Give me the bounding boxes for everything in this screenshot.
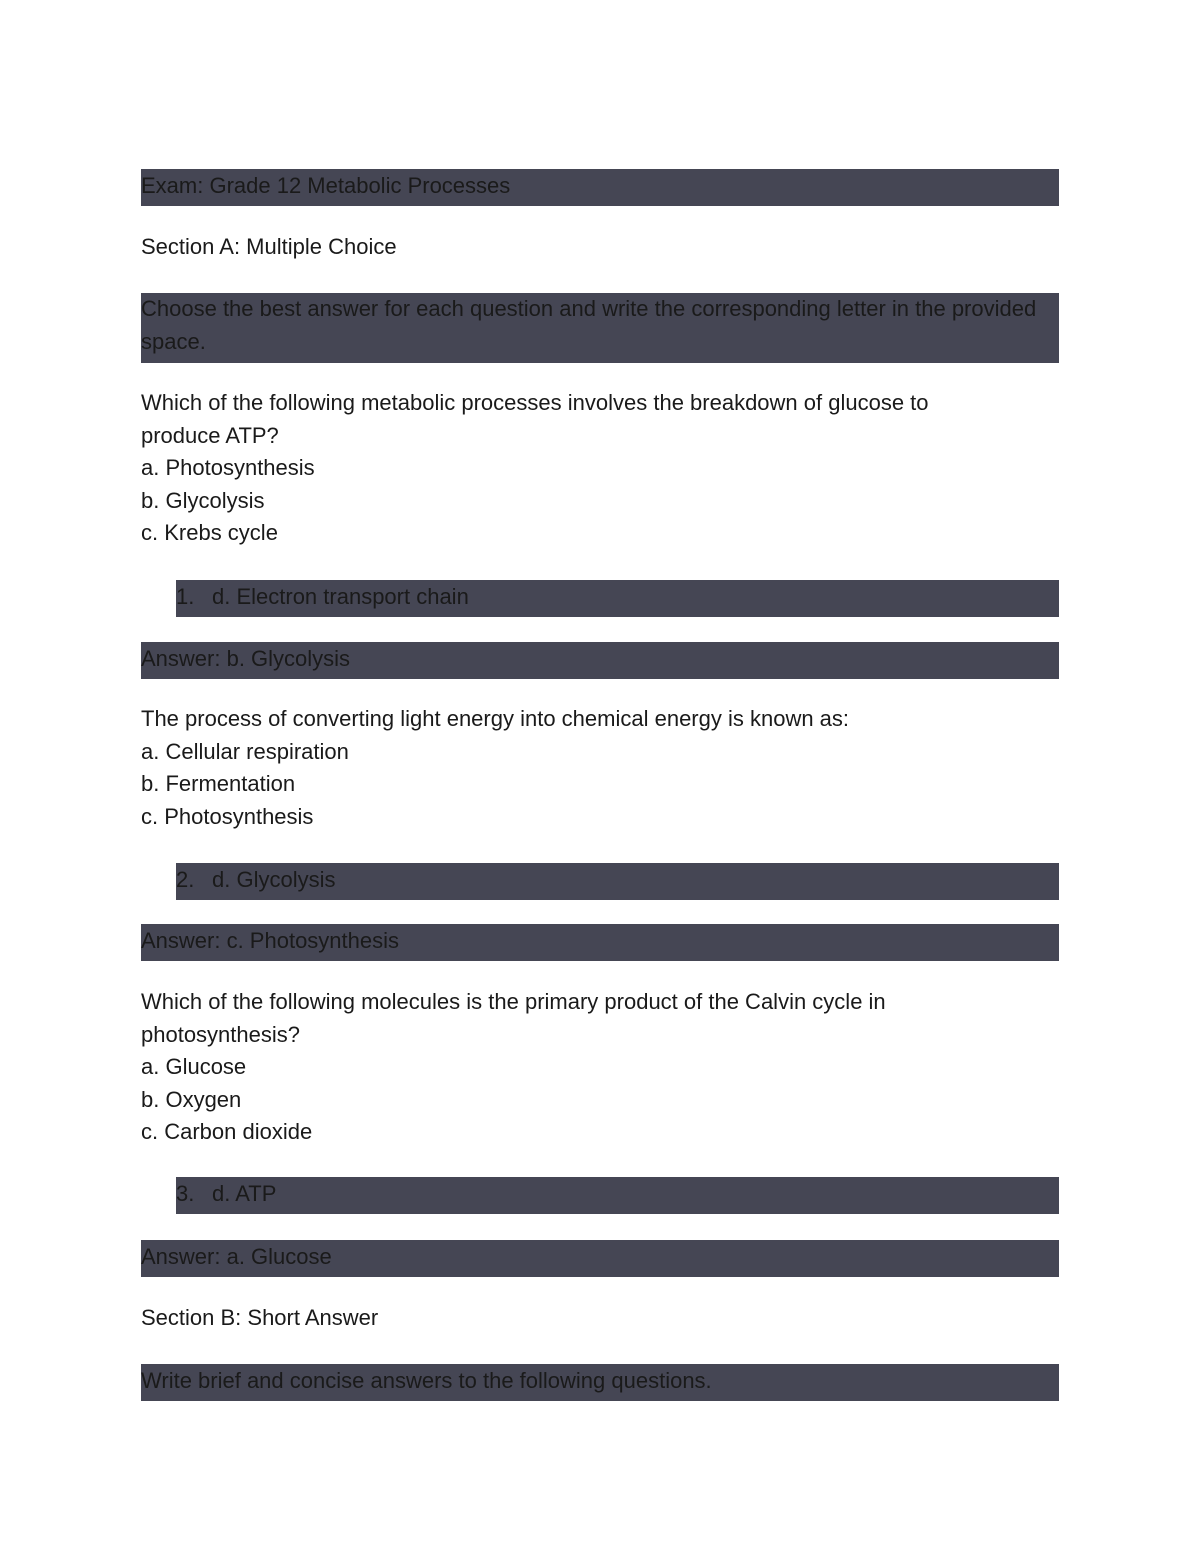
- question-3-option-a: a. Glucose: [141, 1054, 247, 1079]
- question-2-number: 2.: [176, 867, 195, 892]
- section-b-title: Section B: Short Answer: [141, 1305, 379, 1330]
- question-3-text: [141, 986, 886, 1149]
- question-1-text: [141, 387, 929, 550]
- question-2-option-c: c. Photosynthesis: [141, 803, 314, 829]
- question-2-text: [141, 703, 849, 833]
- question-2-option-d-text: d. Glycolysis: [212, 867, 336, 892]
- question-2-option-b: b. Fermentation: [141, 771, 296, 796]
- question-1-stem-line: Which of the following metabolic processes involves the breakdown of glucose to: [141, 390, 929, 415]
- question-3-option-d-text: d. ATP: [212, 1181, 277, 1206]
- question-1-option-b: b. Glycolysis: [141, 487, 265, 513]
- question-2-stem-line: The process of converting light energy into chemical energy is known as:: [141, 706, 850, 731]
- question-3-number: 3.: [176, 1181, 195, 1206]
- question-3-option-c: c. Carbon dioxide: [141, 1119, 313, 1144]
- question-3-option-d: [176, 1177, 1059, 1214]
- exam-title: Exam: Grade 12 Metabolic Processes: [141, 169, 1059, 206]
- section-a-instructions: Choose the best answer for each question and write the corresponding letter in the provided space.: [141, 293, 1059, 363]
- question-3-stem-line: photosynthesis?: [141, 1021, 300, 1047]
- question-1-option-d: [176, 580, 1059, 617]
- question-1-stem-line: produce ATP?: [141, 422, 279, 448]
- question-1-option-d-text: d. Electron transport chain: [212, 584, 469, 609]
- question-3-stem-line: Which of the following molecules is the primary product of the Calvin cycle in: [141, 989, 886, 1014]
- question-1-option-a: a. Photosynthesis: [141, 455, 315, 480]
- section-a-title: Section A: Multiple Choice: [141, 234, 397, 259]
- question-3-answer: Answer: a. Glucose: [141, 1240, 1059, 1277]
- question-2-option-a: a. Cellular respiration: [141, 738, 349, 764]
- question-2-answer: Answer: c. Photosynthesis: [141, 924, 1059, 961]
- question-1-answer: Answer: b. Glycolysis: [141, 642, 1059, 679]
- question-2-option-d: [176, 863, 1059, 900]
- question-1-option-c: c. Krebs cycle: [141, 520, 278, 545]
- section-b-instructions: Write brief and concise answers to the following questions.: [141, 1364, 1059, 1401]
- question-3-option-b: b. Oxygen: [141, 1086, 242, 1112]
- question-1-number: 1.: [176, 584, 195, 609]
